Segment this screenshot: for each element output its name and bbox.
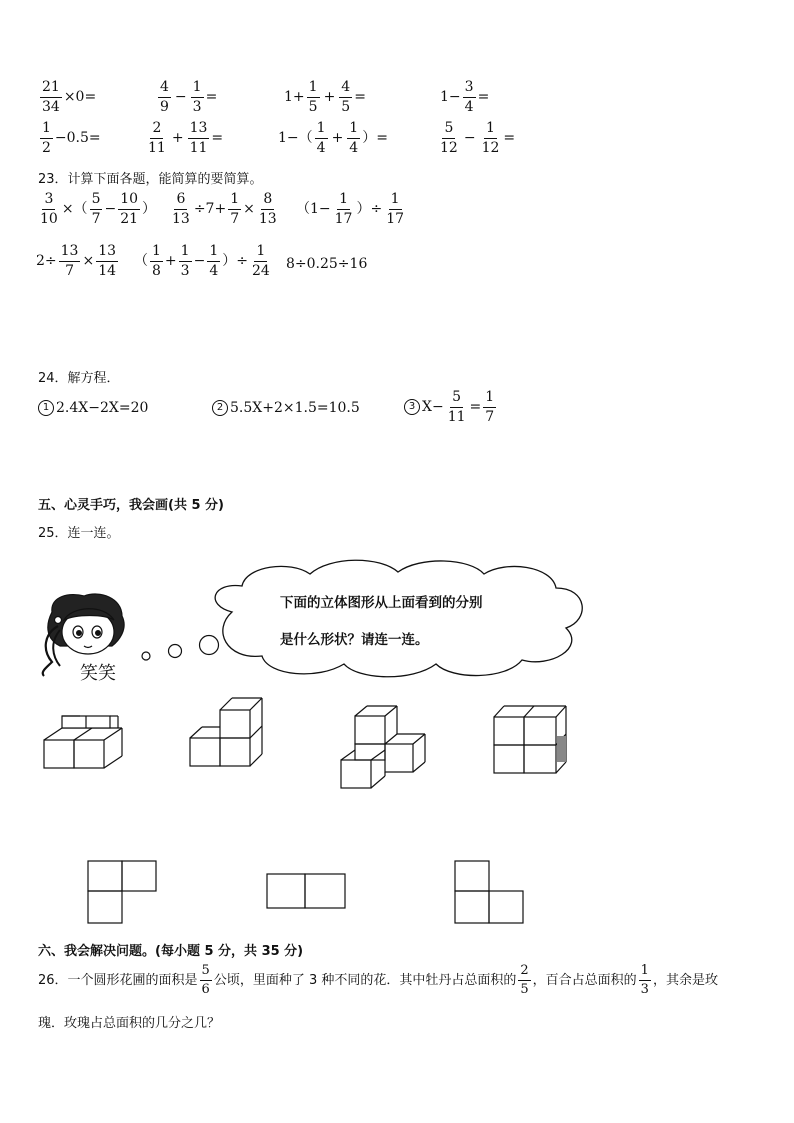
q24-eq-1: 1 2.4X−2X=20 <box>38 400 148 416</box>
q23-expr-2: $\frac{6}{13}$ ÷7+ $\frac{1}{7}$ × $\frac{8}{13}$ <box>172 191 277 227</box>
expr-r2-1: $\frac{1}{2}$ −0.5= <box>42 120 101 156</box>
expr-r2-3: 1−（ $\frac{1}{4}$ + $\frac{1}{4}$ ）= <box>278 120 388 156</box>
thought-bubble-large <box>200 636 219 655</box>
top-view-2 <box>267 874 345 908</box>
cloud-text-line-2: 是什么形状？请连一连。 <box>280 632 429 648</box>
girl-label: 笑笑 <box>80 663 116 684</box>
thought-bubble-medium <box>169 645 182 658</box>
expr-r1-1: $\frac{21}{34}$ ×0= <box>42 79 97 115</box>
expr-r1-2: $\frac{4}{9}$ − $\frac{1}{3}$ = <box>160 79 218 115</box>
q23-expr-4: 2÷ $\frac{13}{7}$ × $\frac{13}{14}$ <box>36 243 117 279</box>
q23-expr-1: $\frac{3}{10}$ ×（ $\frac{5}{7}$ − $\frac{10}{21}$ ） <box>40 191 157 227</box>
expr-r2-4: $\frac{5}{12}$ − $\frac{1}{12}$ = <box>440 120 516 156</box>
q26-line-1: 26．一个圆形花圃的面积是 $\frac{5}{6}$ 公顷，里面种了 3 种不同的花．其中牡丹占总面积的 $\frac{2}{5}$ ，百合占总面积的 $\frac{1}{3}$ ，其余是玫 <box>38 963 718 997</box>
solid-figure-2 <box>190 698 262 766</box>
thought-cloud <box>215 560 582 677</box>
solid-figure-3 <box>341 706 425 788</box>
expr-r1-3: 1+ $\frac{1}{5}$ + $\frac{4}{5}$ = <box>284 79 366 115</box>
solid-figure-1 <box>44 716 122 768</box>
q23-title: 23．计算下面各题，能简算的要简算。 <box>38 172 263 187</box>
section-6-heading: 六、我会解决问题。(每小题 5 分，共 35 分) <box>38 944 304 959</box>
expr-r1-4: 1− $\frac{3}{4}$ = <box>440 79 490 115</box>
top-view-1 <box>88 861 156 923</box>
q24-eq-2: 2 5.5X+2×1.5=10.5 <box>212 400 360 416</box>
top-view-3 <box>455 861 523 923</box>
q25-title: 25．连一连。 <box>38 526 120 541</box>
solid-figure-4 <box>494 706 566 773</box>
thought-bubble-small <box>142 652 150 660</box>
q23-expr-3: （1− $\frac{1}{17}$ ）÷ $\frac{1}{17}$ <box>296 191 405 227</box>
cloud-text-line-1: 下面的立体图形从上面看到的分别 <box>280 595 483 611</box>
q24-title: 24．解方程． <box>38 371 120 386</box>
q23-expr-6: 8÷0.25÷16 <box>286 256 368 272</box>
q23-expr-5: （ $\frac{1}{8}$ + $\frac{1}{3}$ − $\frac{1}{4}$ ）÷ $\frac{1}{24}$ <box>134 243 270 279</box>
q26-line-2: 瑰．玫瑰占总面积的几分之几？ <box>38 1016 221 1031</box>
q24-eq-3: 3 X− $\frac{5}{11}$ = $\frac{1}{7}$ <box>404 390 498 424</box>
expr-r2-2: $\frac{2}{11}$ + $\frac{13}{11}$ = <box>148 120 224 156</box>
section-5-heading: 五、心灵手巧，我会画(共 5 分) <box>38 498 224 513</box>
